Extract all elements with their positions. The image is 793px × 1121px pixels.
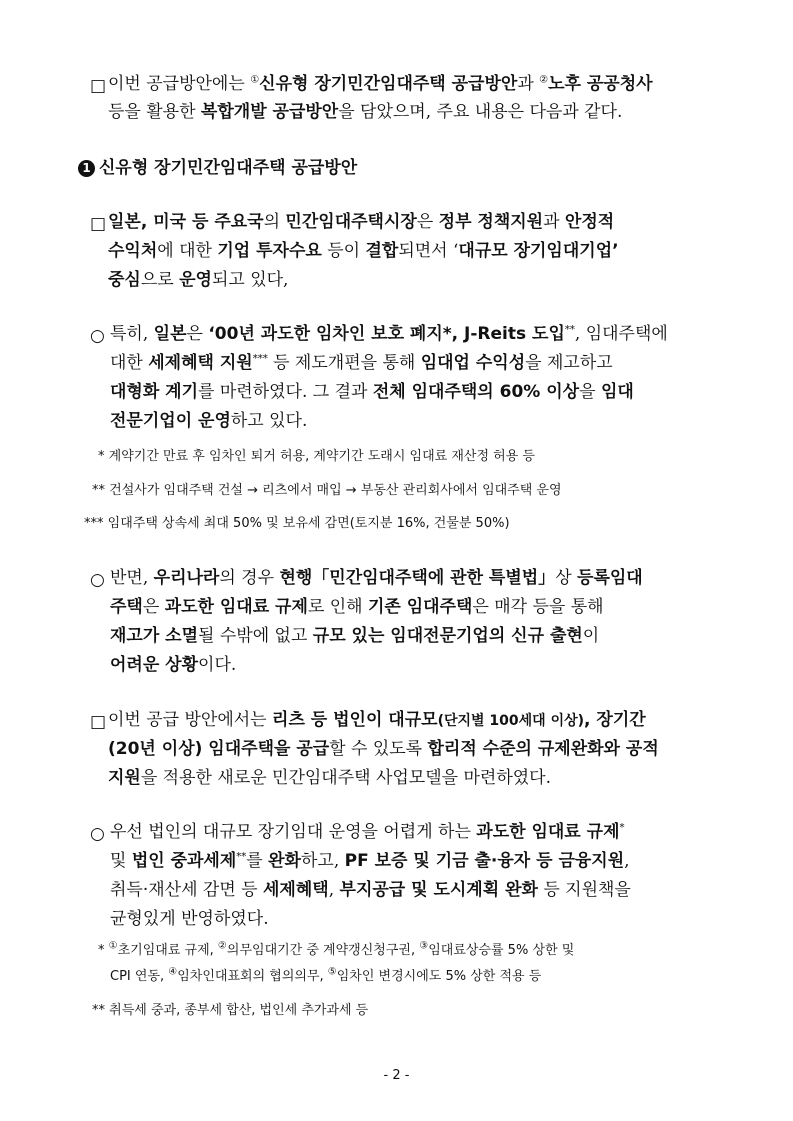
section-heading: 1 신유형 장기민간임대주택 공급방안 bbox=[78, 160, 357, 177]
circle-bullet: ○ bbox=[90, 326, 105, 346]
square-bullet: □ bbox=[90, 712, 107, 732]
support-line-3: 취득·재산세 감면 등 세제혜택, 부지공급 및 도시계획 완화 등 지원책을 bbox=[110, 880, 631, 900]
japan-line-3: 대형화 계기를 마련하였다. 그 결과 전체 임대주택의 60% 이상을 임대 bbox=[110, 382, 634, 402]
numbered-circle-icon: 1 bbox=[78, 160, 95, 177]
footnote-2: ** 건설사가 임대주택 건설 → 리츠에서 매입 → 부동산 관리회사에서 임대주택 운영 bbox=[92, 483, 562, 498]
intro-line-2: 등을 활용한 복합개발 공급방안을 담았으며, 주요 내용은 다음과 같다. bbox=[108, 102, 623, 122]
intro-line-1: 이번 공급방안에는 ①신유형 장기민간임대주택 공급방안과 ②노후 공공청사 bbox=[108, 74, 653, 94]
circle-bullet: ○ bbox=[90, 824, 105, 844]
overseas-line-1: 일본, 미국 등 주요국의 민간임대주택시장은 정부 정책지원과 안정적 bbox=[108, 212, 615, 232]
square-bullet: □ bbox=[90, 214, 107, 234]
footnote-regulation-1: * ①초기임대료 규제, ②의무임대기간 중 계약갱신청구권, ③임대료상승률 5% 상한 및 bbox=[98, 940, 575, 958]
support-line-1: 우선 법인의 대규모 장기임대 운영을 어렵게 하는 과도한 임대료 규제* bbox=[110, 822, 625, 842]
korea-line-4: 어려운 상황이다. bbox=[110, 655, 237, 675]
support-line-4: 균형있게 반영하였다. bbox=[110, 909, 269, 929]
footnote-regulation-2: ** 취득세 중과, 종부세 합산, 법인세 추가과세 등 bbox=[92, 1003, 369, 1018]
footnote-regulation-1-cont: CPI 연동, ④임차인대표회의 협의의무, ⑤임차인 변경시에도 5% 상한 적용 등 bbox=[110, 966, 542, 984]
korea-line-2: 주택은 과도한 임대료 규제로 인해 기존 임대주택은 매각 등을 통해 bbox=[110, 597, 604, 617]
japan-line-2: 대한 세제혜택 지원*** 등 제도개편을 통해 임대업 수익성을 제고하고 bbox=[110, 353, 613, 373]
korea-line-1: 반면, 우리나라의 경우 현행「민간임대주택에 관한 특별법」상 등록임대 bbox=[110, 568, 643, 588]
japan-line-4: 전문기업이 운영하고 있다. bbox=[110, 411, 308, 431]
footnote-1: * 계약기간 만료 후 임차인 퇴거 허용, 계약기간 도래시 임대료 재산정 허용 등 bbox=[98, 449, 535, 464]
overseas-line-2: 수익처에 대한 기업 투자수요 등이 결합되면서 ‘대규모 장기임대기업’ bbox=[108, 241, 619, 261]
square-bullet: □ bbox=[90, 76, 107, 96]
japan-line-1: 특히, 일본은 ‘00년 과도한 임차인 보호 폐지*, J-Reits 도입**, 임대주택에 bbox=[110, 324, 668, 344]
new-model-line-1: 이번 공급 방안에서는 리츠 등 법인이 대규모(단지별 100세대 이상), 장기간 bbox=[108, 710, 646, 730]
page-number: - 2 - bbox=[383, 1068, 410, 1083]
support-line-2: 및 법인 중과세제**를 완화하고, PF 보증 및 기금 출·융자 등 금융지원, bbox=[110, 851, 630, 871]
circle-bullet: ○ bbox=[90, 570, 105, 590]
new-model-line-3: 지원을 적용한 새로운 민간임대주택 사업모델을 마련하였다. bbox=[108, 768, 551, 788]
korea-line-3: 재고가 소멸될 수밖에 없고 규모 있는 임대전문기업의 신규 출현이 bbox=[110, 626, 600, 646]
overseas-line-3: 중심으로 운영되고 있다, bbox=[108, 270, 289, 290]
new-model-line-2: (20년 이상) 임대주택을 공급할 수 있도록 합리적 수준의 규제완화와 공적 bbox=[108, 739, 659, 759]
footnote-3: *** 임대주택 상속세 최대 50% 및 보유세 감면(토지분 16%, 건물분 50%) bbox=[84, 516, 510, 531]
